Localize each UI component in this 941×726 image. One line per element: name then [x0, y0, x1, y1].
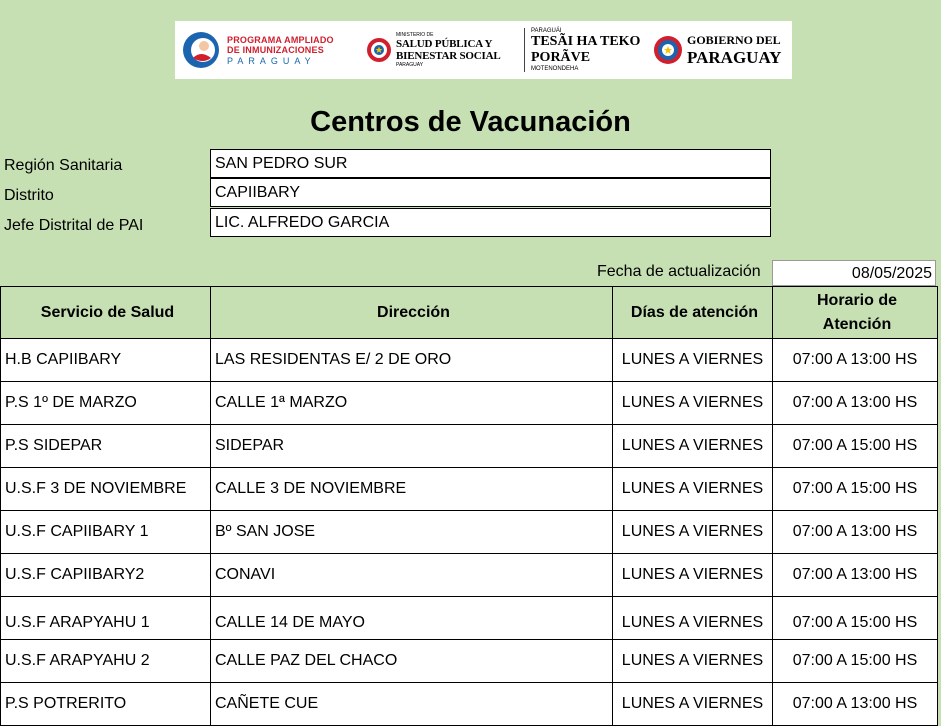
distrito-field[interactable]: CAPIIBARY — [210, 178, 771, 207]
cell-direccion[interactable]: SIDEPAR — [211, 425, 613, 468]
cell-servicio[interactable]: P.S SIDEPAR — [1, 425, 211, 468]
jefe-field[interactable]: LIC. ALFREDO GARCIA — [210, 208, 771, 237]
ministerio-line3: BIENESTAR SOCIAL — [396, 50, 501, 62]
cell-direccion[interactable]: CALLE 1ª MARZO — [211, 382, 613, 425]
cell-direccion[interactable]: LAS RESIDENTAS E/ 2 DE ORO — [211, 339, 613, 382]
table-row[interactable] — [1, 640, 938, 683]
header-dias: Días de atención — [613, 287, 773, 339]
gobierno-logo — [651, 21, 781, 79]
cell-dias[interactable]: LUNES A VIERNES — [613, 339, 773, 382]
header-horario-line1: Horario de — [816, 291, 897, 309]
cell-dias[interactable]: LUNES A VIERNES — [613, 468, 773, 511]
cell-horario[interactable]: 07:00 A 15:00 HS — [773, 640, 938, 683]
cell-dias[interactable]: LUNES A VIERNES — [613, 554, 773, 597]
cell-servicio[interactable]: U.S.F CAPIIBARY 1 — [1, 511, 211, 554]
cell-horario[interactable]: 07:00 A 13:00 HS — [773, 683, 938, 726]
table-row[interactable] — [1, 683, 938, 726]
ministerio-line4: PARAGUAY — [396, 62, 424, 68]
header-horario — [773, 287, 938, 339]
table-header-row — [1, 287, 938, 339]
cell-horario[interactable]: 07:00 A 15:00 HS — [773, 468, 938, 511]
tesai-line2: TESÃI HA TEKO — [531, 34, 641, 49]
cell-servicio[interactable]: U.S.F ARAPYAHU 2 — [1, 640, 211, 683]
table-row[interactable] — [1, 554, 938, 597]
table-row[interactable] — [1, 425, 938, 468]
page-title: Centros de Vacunación — [310, 106, 631, 138]
pai-line3: PARAGUAY — [227, 55, 316, 66]
paraguay-seal-icon — [366, 37, 392, 63]
table-row[interactable] — [1, 597, 938, 640]
gobierno-line1: GOBIERNO DEL — [687, 32, 781, 47]
cell-servicio[interactable]: P.S 1º DE MARZO — [1, 382, 211, 425]
cell-direccion[interactable]: CALLE 14 DE MAYO — [211, 597, 613, 640]
cell-dias[interactable]: LUNES A VIERNES — [613, 425, 773, 468]
table-row[interactable] — [1, 468, 938, 511]
cell-horario[interactable]: 07:00 A 15:00 HS — [773, 425, 938, 468]
cell-horario[interactable]: 07:00 A 13:00 HS — [773, 382, 938, 425]
cell-horario[interactable]: 07:00 A 15:00 HS — [773, 597, 938, 640]
cell-horario[interactable]: 07:00 A 13:00 HS — [773, 554, 938, 597]
table-row[interactable] — [1, 511, 938, 554]
pai-line1: PROGRAMA AMPLIADO — [227, 34, 334, 45]
cell-dias[interactable]: LUNES A VIERNES — [613, 511, 773, 554]
jefe-label: Jefe Distrital de PAI — [4, 217, 144, 234]
distrito-label: Distrito — [4, 187, 54, 204]
ministerio-line2: SALUD PÚBLICA Y — [396, 38, 493, 50]
cell-dias[interactable]: LUNES A VIERNES — [613, 640, 773, 683]
region-label: Región Sanitaria — [4, 157, 123, 174]
table-row[interactable] — [1, 339, 938, 382]
cell-direccion[interactable]: CONAVI — [211, 554, 613, 597]
tesai-line4: MOTENONDEHA — [531, 66, 579, 72]
cell-servicio[interactable]: U.S.F 3 DE NOVIEMBRE — [1, 468, 211, 511]
header-direccion: Dirección — [211, 287, 613, 339]
tesai-logo — [531, 21, 651, 79]
cell-dias[interactable]: LUNES A VIERNES — [613, 597, 773, 640]
cell-direccion[interactable]: CALLE PAZ DEL CHACO — [211, 640, 613, 683]
cell-direccion[interactable]: CAÑETE CUE — [211, 683, 613, 726]
ministerio-logo — [354, 21, 518, 79]
cell-direccion[interactable]: CALLE 3 DE NOVIEMBRE — [211, 468, 613, 511]
cell-dias[interactable]: LUNES A VIERNES — [613, 683, 773, 726]
table-row[interactable] — [1, 382, 938, 425]
header-servicio: Servicio de Salud — [1, 287, 211, 339]
fecha-label: Fecha de actualización — [597, 263, 761, 280]
tesai-line1: PARAGUÁI — [531, 28, 562, 34]
cell-servicio[interactable]: H.B CAPIIBARY — [1, 339, 211, 382]
centros-table — [0, 286, 938, 726]
gobierno-seal-icon — [653, 35, 683, 65]
tesai-line3: PORÃVE — [531, 50, 591, 65]
cell-servicio[interactable]: U.S.F ARAPYAHU 1 — [1, 597, 211, 640]
gobierno-line2: PARAGUAY — [687, 47, 782, 67]
cell-horario[interactable]: 07:00 A 13:00 HS — [773, 339, 938, 382]
pai-logo — [175, 21, 354, 79]
ministerio-line1: MINISTERIO DE — [396, 32, 434, 38]
cell-horario[interactable]: 07:00 A 13:00 HS — [773, 511, 938, 554]
cell-dias[interactable]: LUNES A VIERNES — [613, 382, 773, 425]
cell-servicio[interactable]: U.S.F CAPIIBARY2 — [1, 554, 211, 597]
cell-servicio[interactable]: P.S POTRERITO — [1, 683, 211, 726]
pai-emblem-icon — [179, 28, 223, 72]
region-field[interactable]: SAN PEDRO SUR — [210, 149, 771, 178]
fecha-field[interactable]: 08/05/2025 — [772, 260, 936, 286]
pai-line2: DE INMUNIZACIONES — [227, 44, 324, 55]
header-horario-line2: Atención — [822, 315, 892, 333]
logo-divider — [524, 28, 525, 72]
logo-banner — [175, 21, 792, 79]
cell-direccion[interactable]: Bº SAN JOSE — [211, 511, 613, 554]
